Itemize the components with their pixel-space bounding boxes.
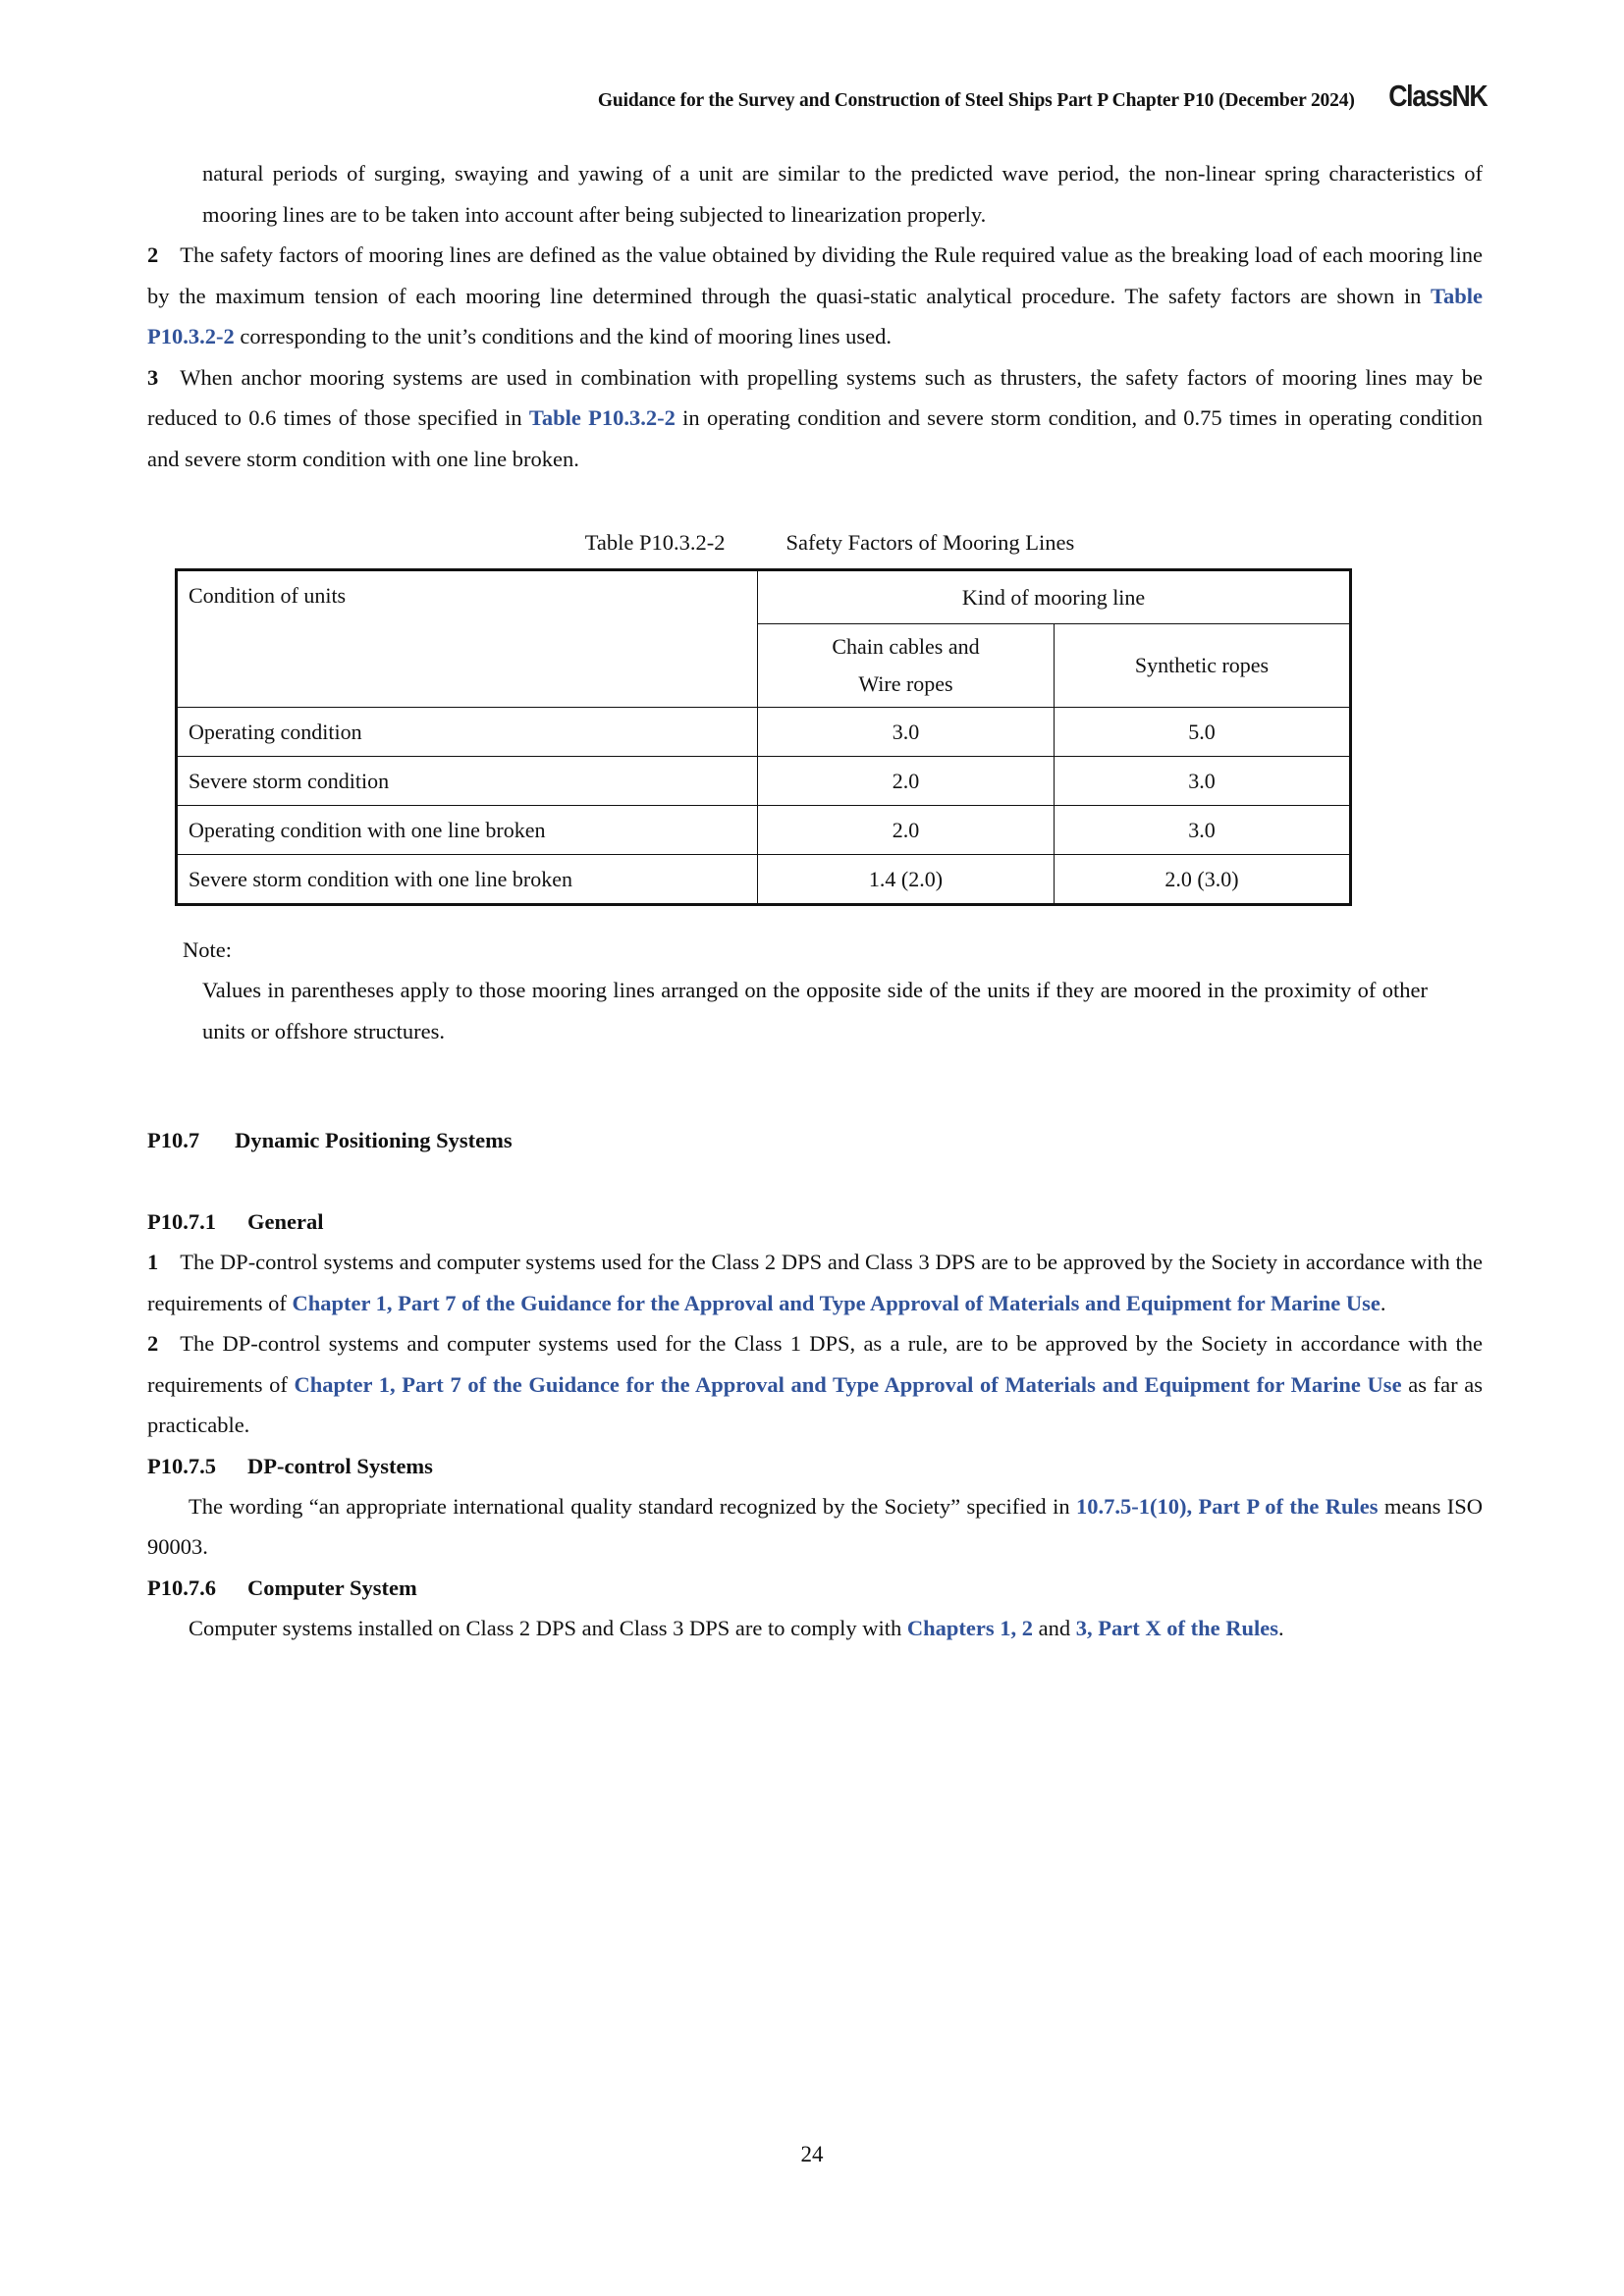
row-chain-value: 3.0 (758, 708, 1055, 757)
paragraph-2-text-a: The safety factors of mooring lines are defined as the value obtained by dividing the Rule required value as the breaking load of each mooring line by the maximum tension of each mooring line determined through the quasi-static analytical procedure. The safety factors are shown in (147, 242, 1483, 308)
table-note-label: Note: (183, 937, 232, 962)
table-header-kind: Kind of mooring line (758, 570, 1351, 624)
paragraph-p10-7-6 (147, 1608, 1483, 1649)
row-synthetic-value: 5.0 (1055, 708, 1351, 757)
section-title-p10-7-5: DP-control Systems (247, 1453, 433, 1478)
reference-table-p10-3-2-2-a[interactable]: Table P10.3.2-2 (147, 283, 1483, 348)
row-chain-value: 2.0 (758, 757, 1055, 806)
reference-table-p10-3-2-2-b[interactable]: Table P10.3.2-2 (528, 405, 676, 430)
section-number-p10-7: P10.7 (147, 1128, 200, 1152)
table-row (177, 708, 1351, 757)
row-synthetic-value: 2.0 (3.0) (1055, 855, 1351, 905)
table-row (177, 757, 1351, 806)
table-caption (147, 530, 1483, 556)
section-heading-p10-7-6 (147, 1568, 1483, 1608)
row-condition: Operating condition with one line broken (177, 806, 758, 855)
row-synthetic-value: 3.0 (1055, 806, 1351, 855)
paragraph-item-1-text-a: The DP-control systems and computer systems used for the Class 2 DPS and Class 3 DPS are to be approved by the Society in accordance with the requirements of (147, 1250, 1483, 1315)
paragraph-p10-7-6-text-a: Computer systems installed on Class 2 DPS and Class 3 DPS are to comply with (189, 1615, 907, 1640)
section-title-p10-7: Dynamic Positioning Systems (235, 1128, 513, 1152)
reference-3-part-x-of-the-rules[interactable]: 3, Part X of the Rules (1075, 1615, 1278, 1640)
paragraph-3-text-b: in operating condition and severe storm condition, and 0.75 times in operating condition and severe storm condition with one line broken. (147, 405, 1484, 471)
page-number: 24 (800, 2142, 824, 2166)
row-condition: Severe storm condition with one line broken (177, 855, 758, 905)
page-header (147, 80, 1487, 114)
section-number-p10-7-5: P10.7.5 (147, 1453, 216, 1478)
paragraph-item-2-text-b: as far as practicable. (147, 1371, 1483, 1437)
section-number-p10-7-6: P10.7.6 (147, 1575, 216, 1600)
section-number-p10-7-1: P10.7.1 (147, 1209, 216, 1234)
table-header-chain (758, 624, 1055, 708)
table-row (177, 855, 1351, 905)
table-header-chain-line1: Chain cables and (832, 634, 980, 659)
document-content (147, 153, 1483, 1648)
paragraph-3 (147, 357, 1483, 480)
section-title-p10-7-1: General (247, 1209, 324, 1234)
paragraph-3-number: 3 (147, 364, 159, 390)
paragraph-p10-7-1-item-1 (147, 1242, 1483, 1323)
paragraph-item-1-text-b: . (1380, 1290, 1386, 1315)
table-header-synthetic: Synthetic ropes (1055, 624, 1351, 708)
section-heading-p10-7-1 (147, 1201, 1483, 1242)
section-title-p10-7-6: Computer System (247, 1575, 417, 1600)
table-note-text: Values in parentheses apply to those mooring lines arranged on the opposite side of the units if they are moored in the proximity of other units or offshore structures. (202, 978, 1428, 1043)
table-row (177, 806, 1351, 855)
table-header-chain-line2: Wire ropes (858, 671, 953, 696)
paragraph-item-2-text-a: The DP-control systems and computer systems used for the Class 1 DPS, as a rule, are to be approved by the Society in accordance with the requirements of (147, 1331, 1483, 1397)
reference-10-7-5-1-10-part-p[interactable]: 10.7.5-1(10), Part P of the Rules (1075, 1493, 1379, 1519)
paragraph-item-1-number: 1 (147, 1250, 159, 1274)
paragraph-p10-7-5-text-a: The wording “an appropriate international quality standard recognized by the Society” specified in (189, 1493, 1076, 1519)
table-header-condition: Condition of units (177, 570, 758, 708)
paragraph-2 (147, 235, 1483, 357)
reference-chapter-1-part-7-b[interactable]: Chapter 1, Part 7 of the Guidance for the Approval and Type Approval of Materials and Equipment for Marine Use (294, 1371, 1402, 1397)
row-condition: Severe storm condition (177, 757, 758, 806)
table-note (147, 930, 1483, 1051)
header-title: Guidance for the Survey and Construction of Steel Ships Part P Chapter P10 (December 2024) (597, 90, 1355, 111)
reference-chapter-1-part-7-a[interactable]: Chapter 1, Part 7 of the Guidance for the Approval and Type Approval of Materials and Equipment for Marine Use (292, 1290, 1380, 1315)
reference-chapters-1-2[interactable]: Chapters 1, 2 (906, 1615, 1033, 1640)
paragraph-item-2-number: 2 (147, 1331, 159, 1356)
table-block (147, 530, 1483, 1051)
classnk-logo: ClassNK (1387, 79, 1487, 113)
paragraph-p10-7-6-text-mid: and (1033, 1615, 1076, 1640)
paragraph-p10-7-1-item-2 (147, 1323, 1483, 1446)
table-header-row-1 (177, 570, 1351, 624)
row-condition: Operating condition (177, 708, 758, 757)
paragraph-2-text-b: corresponding to the unit’s conditions and the kind of mooring lines used. (234, 324, 893, 348)
paragraph-continued: natural periods of surging, swaying and yawing of a unit are similar to the predicted wave period, the non-linear spring characteristics of mooring lines are to be taken into account after being subjected to linearization properly. (202, 161, 1483, 227)
paragraph-p10-7-5-text-b: means ISO 90003. (147, 1493, 1483, 1559)
section-heading-p10-7-5 (147, 1446, 1483, 1486)
row-chain-value: 1.4 (2.0) (758, 855, 1055, 905)
paragraph-p10-7-5 (147, 1486, 1483, 1568)
table-caption-label: Table P10.3.2-2 (584, 530, 726, 555)
paragraph-3-text-a: When anchor mooring systems are used in combination with propelling systems such as thrusters, the safety factors of mooring lines may be reduced to 0.6 times of those specified in (147, 364, 1483, 430)
table-caption-title: Safety Factors of Mooring Lines (785, 530, 1075, 555)
row-synthetic-value: 3.0 (1055, 757, 1351, 806)
safety-factors-table (175, 568, 1352, 906)
section-heading-p10-7 (147, 1120, 1483, 1160)
paragraph-p10-7-6-text-b: . (1277, 1615, 1284, 1640)
row-chain-value: 2.0 (758, 806, 1055, 855)
paragraph-2-number: 2 (147, 242, 159, 267)
